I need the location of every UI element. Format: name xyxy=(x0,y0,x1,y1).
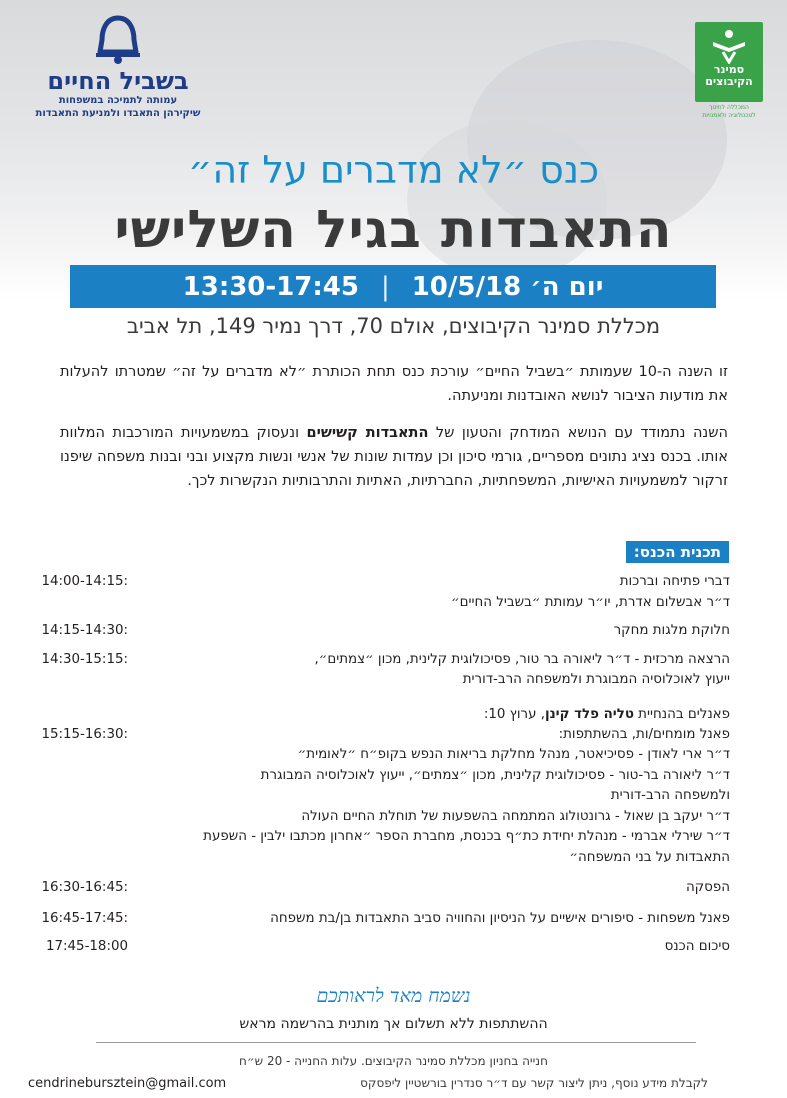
logo-left-tagline: עמותה לתמיכה במשפחות xyxy=(58,95,178,106)
paragraph-text: השנה נתמודד עם הנושא המודחק והטעון של xyxy=(428,425,728,441)
schedule-time: 14:30-15:15: xyxy=(41,651,128,667)
schedule-time: 17:45-18:00 xyxy=(45,939,128,954)
schedule-desc: ייעוץ לאוכלוסיה המבוגרת ולמשפחה הרב-דורית xyxy=(462,672,730,687)
logo-right-subtitle-line: לטכנולוגיה ולאמנויות xyxy=(702,112,756,119)
logo-right-name: סמינר xyxy=(713,63,745,76)
intro-paragraph xyxy=(60,421,728,493)
panels-intro-text: פאנלים בהנחיית xyxy=(633,706,730,722)
parking-note: חנייה בחניון מכללת סמינר הקיבוצים. עלות החנייה - 20 ש״ח xyxy=(239,1054,548,1068)
panel-line: ולמשפחה הרב-דורית xyxy=(610,788,730,803)
conference-date: יום ה׳ 10/5/18 xyxy=(411,271,604,302)
schedule-row xyxy=(40,909,730,930)
schedule-time: 16:30-16:45: xyxy=(41,880,128,895)
registration-note: ההשתתפות ללא תשלום אך מותנית בהרשמה מראש xyxy=(239,1016,548,1032)
separator: | xyxy=(380,271,390,302)
program-heading: תכנית הכנס: xyxy=(626,541,729,563)
panels-intro-text: , ערוץ 10: xyxy=(483,706,545,722)
panel-line: ד״ר ארי לאודן - פסיכיאטר, מנהל מחלקת בריאות הנפש בקופ״ח ״לאומית״ xyxy=(297,747,730,762)
panel-line: ד״ר ליאורה בר-טור - פסיכולוגית קלינית, מכון ״צמתים״, ייעוץ לאוכלוסיה המבוגרת xyxy=(260,767,730,783)
panels-moderator: טליה פלד קינן xyxy=(545,706,634,722)
thanks-script: נשמח מאד לראותכם xyxy=(316,985,471,1007)
panel-line: פאנל מומחים/ות, בהשתתפות: xyxy=(558,726,730,742)
logo-seminar-hakibbutzim xyxy=(695,22,763,102)
schedule-row xyxy=(40,621,730,642)
schedule-desc: סיכום הכנס xyxy=(664,939,730,954)
logo-right-name: הקיבוצים xyxy=(705,75,753,88)
conference-time: 13:30-17:45 xyxy=(182,271,359,302)
schedule-desc: דברי פתיחה וברכות xyxy=(619,574,730,589)
venue-address: מכללת סמינר הקיבוצים, אולם 70, דרך נמיר 149, תל אביב xyxy=(126,314,661,338)
contact-email[interactable]: cendrinebursztein@gmail.com xyxy=(28,1076,227,1091)
logo-left-tagline: שיקירהן התאבדו ולמניעת התאבדות xyxy=(35,108,201,119)
paragraph-text: ונעסוק במשמעויות המורכבות המלוות אותו. בכנס נציג נתונים מספריים, גורמי סיכון וכן עמדות שונות של אנשי ונשות מקצוע ובני ובנות משפחה שיפנו זרקור למשמעויות האישיות, המשפחתיות, החברתיות, האתיות והתרבותיות הנקשרות לכך. xyxy=(60,425,728,489)
schedule-desc: ד״ר אבשלום אדרת, יו״ר עמותת ״בשביל החיים״ xyxy=(450,594,730,610)
logo-right-subtitle-line: המכללה לחינוך xyxy=(709,104,749,111)
schedule-time: 14:00-14:15: xyxy=(41,574,128,589)
panel-line: התאבדות על בני המשפחה״ xyxy=(569,849,730,865)
contact-text: לקבלת מידע נוסף, ניתן ליצור קשר עם ד״ר סנדרין בורשטיין ליפסקס xyxy=(360,1076,708,1090)
panel-line: ד״ר שירלי אברמי - מנהלת יחידת כת״ף בכנסת, מחברת הספר ״אחרון מכתבו ילבין - השפעת xyxy=(203,829,730,844)
bell-icon xyxy=(88,14,148,66)
divider xyxy=(96,1042,696,1043)
schedule-row xyxy=(40,937,730,958)
schedule-time: 16:45-17:45: xyxy=(41,910,128,926)
schedule-desc: חלוקת מלגות מחקר xyxy=(613,623,730,638)
schedule-desc: הרצאה מרכזית - ד״ר ליאורה בר טור, פסיכולוגית קלינית, מכון ״צמתים״, xyxy=(314,651,730,667)
program-schedule xyxy=(40,572,730,958)
open-book-figure-icon xyxy=(709,28,749,64)
schedule-desc: הפסקה xyxy=(685,880,730,895)
schedule-time: 14:15-14:30: xyxy=(41,623,128,638)
intro-paragraph: זו השנה ה-10 שעמותת ״בשביל החיים״ עורכת כנס תחת הכותרת ״לא מדברים על זה״ שמטרתו להעלות את מודעות הציבור לנושא האובדנות ומניעתה. xyxy=(60,364,729,404)
schedule-row xyxy=(40,725,730,869)
schedule-row xyxy=(40,572,730,613)
conference-title: כנס ״לא מדברים על זה״ xyxy=(187,148,600,192)
panels-intro xyxy=(40,705,730,725)
panel-line: ד״ר יעקב בן שאול - גרונטולוג המתמחה בהשפעות של תוחלת החיים העולה xyxy=(301,808,730,824)
date-time-banner xyxy=(70,265,716,308)
schedule-desc: פאנל משפחות - סיפורים אישיים על הניסיון והחוויה סביב התאבדות בן/בת משפחה xyxy=(270,910,730,926)
schedule-row xyxy=(40,650,730,691)
conference-subtitle: התאבדות בגיל השלישי xyxy=(114,200,673,260)
logo-left-name: בשביל החיים xyxy=(47,67,189,95)
logo-bishvil-hachaim xyxy=(18,14,218,134)
contact-line xyxy=(28,1076,708,1091)
schedule-time: 15:15-16:30: xyxy=(41,726,128,742)
paragraph-emphasis: התאבדות קשישים xyxy=(306,425,429,441)
logo-right-subtitle xyxy=(685,104,773,120)
schedule-row xyxy=(40,878,730,899)
